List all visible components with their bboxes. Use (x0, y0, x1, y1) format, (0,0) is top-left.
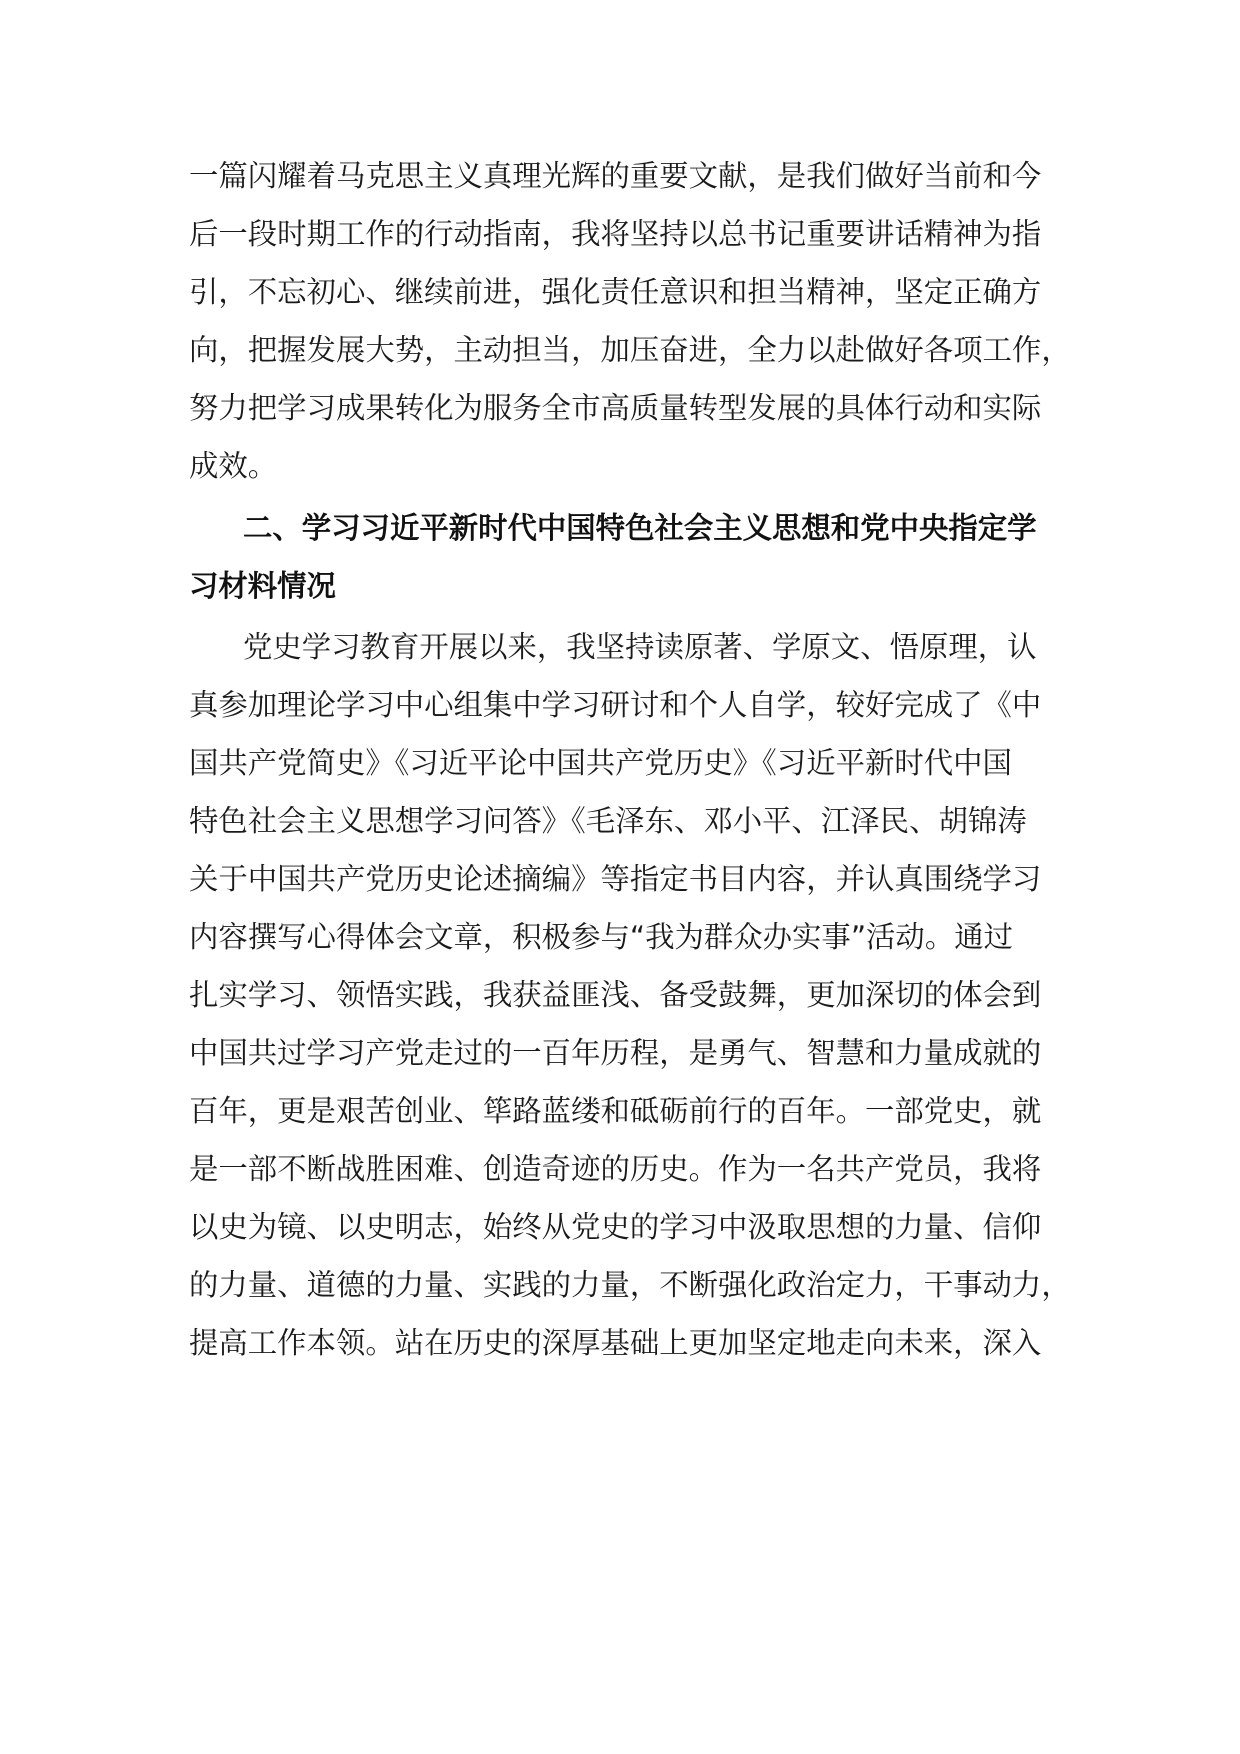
text-line: 中国共过学习产党走过的一百年历程，是勇气、智慧和力量成就的 (189, 1036, 1042, 1070)
text-line: 向，把握发展大势，主动担当，加压奋进，全力以赴做好各项工作， (189, 333, 1071, 367)
text-line: 一篇闪耀着马克思主义真理光辉的重要文献，是我们做好当前和今 (189, 159, 1042, 193)
text-line: 百年，更是艰苦创业、筚路蓝缕和砥砺前行的百年。一部党史，就 (189, 1094, 1042, 1128)
text-line: 成效。 (189, 449, 278, 483)
text-line: 的力量、道德的力量、实践的力量，不断强化政治定力，干事动力， (189, 1268, 1071, 1302)
text-line: 引，不忘初心、继续前进，强化责任意识和担当精神，坚定正确方 (189, 275, 1042, 309)
text-line: 党史学习教育开展以来，我坚持读原著、学原文、悟原理，认 (243, 630, 1037, 664)
section-heading: 二、学习习近平新时代中国特色社会主义思想和党中央指定学 (243, 511, 1037, 545)
section-heading: 习材料情况 (189, 569, 336, 603)
text-line: 提高工作本领。站在历史的深厚基础上更加坚定地走向未来，深入 (189, 1326, 1042, 1360)
text-line: 以史为镜、以史明志，始终从党史的学习中汲取思想的力量、信仰 (189, 1210, 1042, 1244)
text-line: 真参加理论学习中心组集中学习研讨和个人自学，较好完成了《中 (189, 688, 1042, 722)
text-line: 国共产党简史》《习近平论中国共产党历史》《习近平新时代中国 (189, 746, 1012, 780)
text-line: 扎实学习、领悟实践，我获益匪浅、备受鼓舞，更加深切的体会到 (189, 978, 1042, 1012)
text-line: 努力把学习成果转化为服务全市高质量转型发展的具体行动和实际 (189, 391, 1042, 425)
text-line: 是一部不断战胜困难、创造奇迹的历史。作为一名共产党员，我将 (189, 1152, 1042, 1186)
text-line: 内容撰写心得体会文章，积极参与“我为群众办实事”活动。通过 (189, 920, 1013, 954)
text-line: 关于中国共产党历史论述摘编》等指定书目内容，并认真围绕学习 (189, 862, 1042, 896)
text-line: 特色社会主义思想学习问答》《毛泽东、邓小平、江泽民、胡锦涛 (189, 804, 1027, 838)
text-line: 后一段时期工作的行动指南，我将坚持以总书记重要讲话精神为指 (189, 217, 1042, 251)
